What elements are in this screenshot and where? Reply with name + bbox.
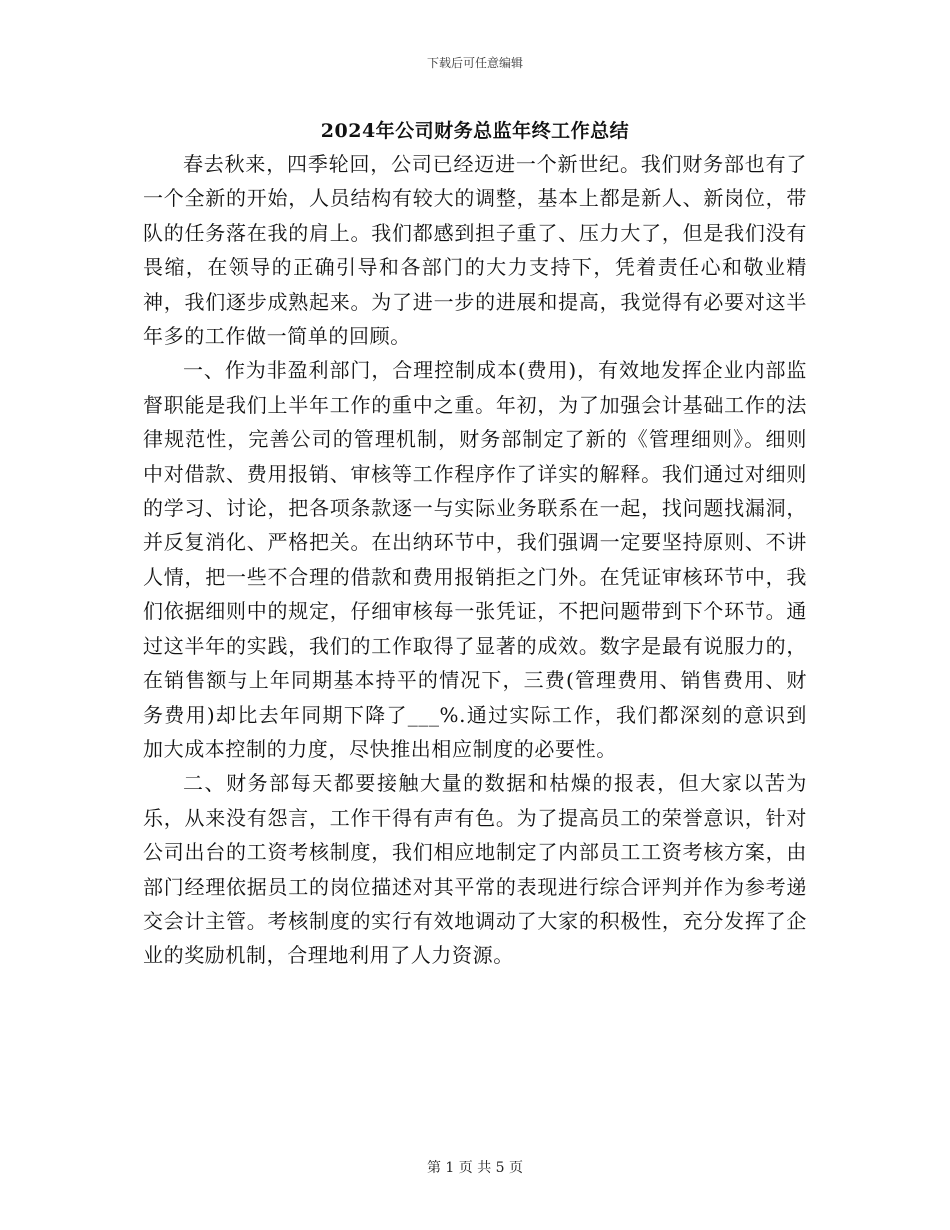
- page-number-footer: 第 1 页 共 5 页: [426, 1160, 524, 1176]
- paragraph-intro: 春去秋来，四季轮回，公司已经迈进一个新世纪。我们财务部也有了一个全新的开始，人员结构有较大的调整，基本上都是新人、新岗位，带队的任务落在我的肩上。我们都感到担子重了、压力大了，但是我们没有畏缩，在领导的正确引导和各部门的大力支持下，凭着责任心和敬业精神，我们逐步成熟起来。为了进一步的进展和提高，我觉得有必要对这半年多的工作做一简单的回顾。: [143, 152, 807, 349]
- document-title: 2024年公司财务总监年终工作总结: [320, 120, 630, 142]
- paragraph-section-2: 二、财务部每天都要接触大量的数据和枯燥的报表，但大家以苦为乐，从来没有怨言，工作干得有声有色。为了提高员工的荣誉意识，针对公司出台的工资考核制度，我们相应地制定了内部员工工资考核方案，由部门经理依据员工的岗位描述对其平常的表现进行综合评判并作为参考递交会计主管。考核制度的实行有效地调动了大家的积极性，充分发挥了企业的奖励机制，合理地利用了人力资源。: [143, 771, 807, 968]
- header-note: 下载后可任意编辑: [426, 56, 523, 70]
- document-body: [143, 147, 807, 973]
- paragraph-section-1: 一、作为非盈利部门，合理控制成本(费用)，有效地发挥企业内部监督职能是我们上半年工作的重中之重。年初，为了加强会计基础工作的法律规范性，完善公司的管理机制，财务部制定了新的《管理细则》。细则中对借款、费用报销、审核等工作程序作了详实的解释。我们通过对细则的学习、讨论，把各项条款逐一与实际业务联系在一起，找问题找漏洞，并反复消化、严格把关。在出纳环节中，我们强调一定要坚持原则、不讲人情，把一些不合理的借款和费用报销拒之门外。在凭证审核环节中，我们依据细则中的规定，仔细审核每一张凭证，不把问题带到下个环节。通过这半年的实践，我们的工作取得了显著的成效。数字是最有说服力的，在销售额与上年同期基本持平的情况下，三费(管理费用、销售费用、财务费用)却比去年同期下降了___%.通过实际工作，我们都深刻的意识到加大成本控制的力度，尽快推出相应制度的必要性。: [143, 358, 807, 761]
